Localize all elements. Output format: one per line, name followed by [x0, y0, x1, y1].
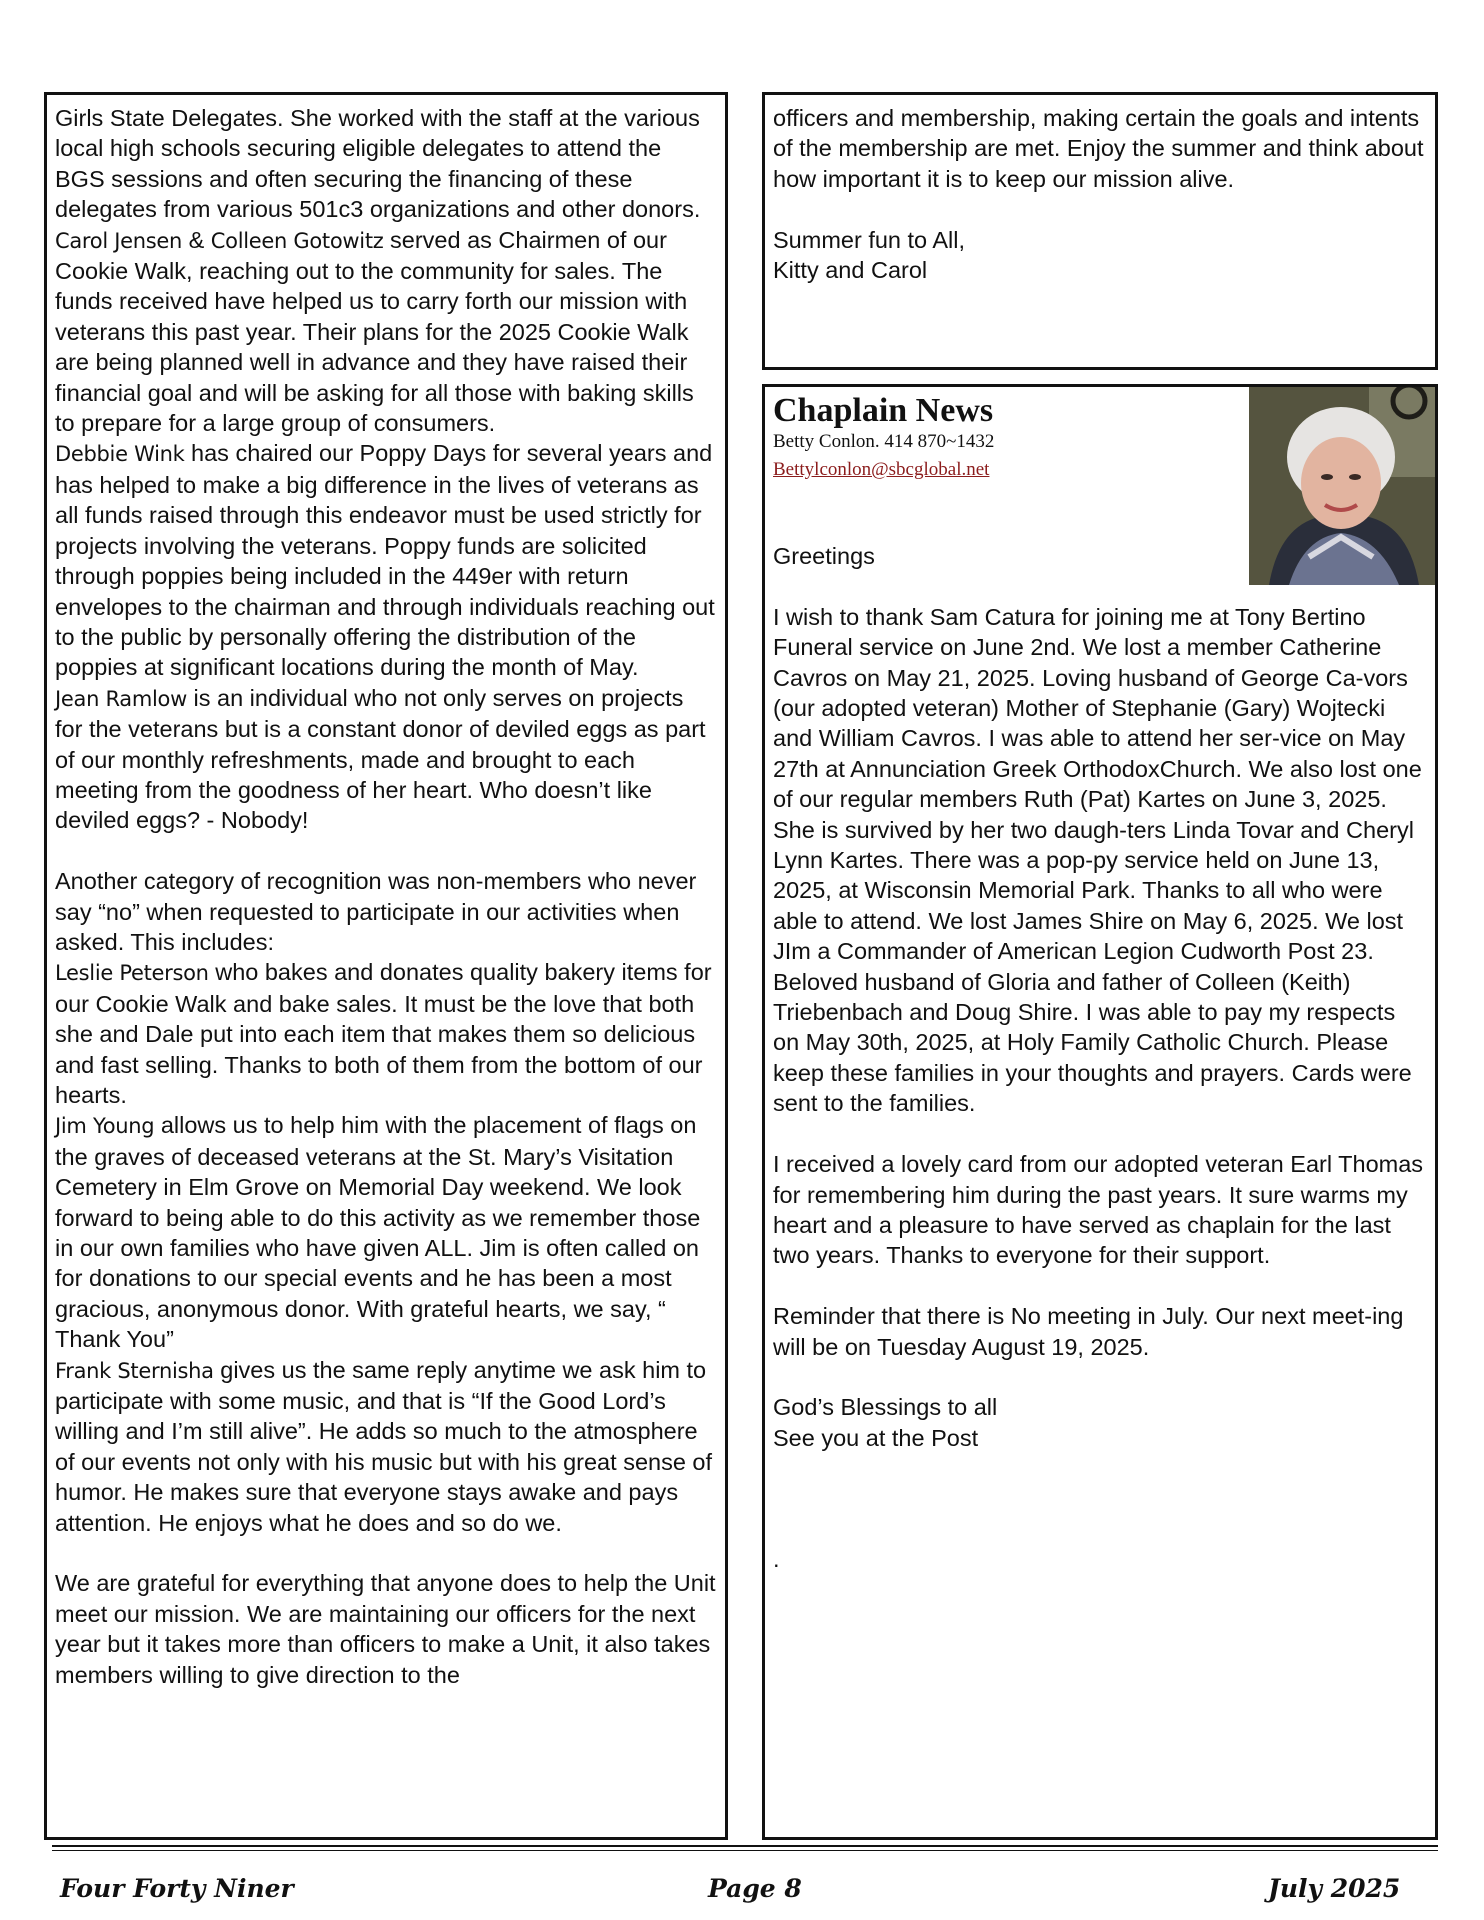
- debbie-wink-name: Debbie Wink: [55, 442, 185, 467]
- footer-page-number: Page 8: [708, 1874, 802, 1903]
- spacer: [55, 836, 717, 866]
- another-category-paragraph: Another category of recognition was non-members who never say “no” when requested to participate in our activities when asked. This includes:: [55, 868, 697, 955]
- frank-paragraph: [55, 1355, 717, 1538]
- left-column-box: [44, 92, 728, 1840]
- portrait-illustration: [1249, 387, 1435, 585]
- footer-issue-date: July 2025: [1268, 1874, 1401, 1903]
- spacer: [773, 1453, 1427, 1483]
- jean-ramlow-name: Jean Ramlow: [55, 686, 187, 711]
- leslie-paragraph: [55, 957, 717, 1110]
- intro-paragraph: Girls State Delegates. She worked with the staff at the various local high schools securing eligible delegates to attend the BGS sessions and often securing the financing of these delegates from various 501c3 organizations and other donors.: [55, 105, 701, 223]
- spacer: [773, 1271, 1427, 1301]
- footer-rule: [52, 1845, 1438, 1847]
- carol-colleen-text: served as Chairmen of our Cookie Walk, reaching out to the community for sales. The funds received have helped us to carry forth our mission with veterans this past year. Their plans for the 2025 Cookie Walk are being planned well in advance and they have raised their financial goal and will be asking for all those with baking skills to prepare for a large group of consumers.: [55, 226, 694, 437]
- chaplain-paragraph-3: Reminder that there is No meeting in July. Our next meet-ing will be on Tuesday August 19, 2025.: [773, 1303, 1404, 1360]
- footer-newsletter-name: Four Forty Niner: [60, 1874, 294, 1903]
- chaplain-news-title: Chaplain News: [773, 392, 994, 429]
- right-top-box: [762, 92, 1438, 370]
- greeting: Greetings: [773, 543, 875, 569]
- jean-text: is an individual who not only serves on projects for the veterans but is a constant donor of deviled eggs as part of our monthly refreshments, made and brought to each meeting from the goodness of her heart. Who doesn’t like deviled eggs? - Nobody!: [55, 684, 706, 834]
- chaplain-portrait-photo: [1249, 387, 1435, 585]
- spacer: [773, 1484, 1427, 1514]
- chaplain-paragraph-1: I wish to thank Sam Catura for joining me at Tony Bertino Funeral service on June 2nd. We lost a member Catherine Cavros on May 21, 2025. Loving husband of George Ca-vors (our adopted veteran) Mother of Stephanie (Gary) Wojtecki and William Cavros. I was able to attend her ser-vice on May 27th at Annunciation Greek OrthodoxChurch. We also lost one of our regular members Ruth (Pat) Kartes on June 3, 2025. She is survived by her two daugh-ters Linda Tovar and Cheryl Lynn Kartes. There was a pop-py service held on June 13, 2025, at Wisconsin Memorial Park. Thanks to all who were able to attend. We lost James Shire on May 6, 2025. We lost JIm a Commander of American Legion Cudworth Post 23. Beloved husband of Gloria and father of Colleen (Keith) Triebenbach and Doug Shire. I was able to pay my respects on May 30th, 2025, at Holy Family Catholic Church. Please keep these families in your thoughts and prayers. Cards were sent to the families.: [773, 603, 1422, 1117]
- chaplain-contact: Betty Conlon. 414 870~1432: [773, 431, 995, 452]
- ampersand: &: [182, 226, 211, 253]
- carol-jensen-name: Carol Jensen: [55, 228, 183, 253]
- spacer: [773, 1362, 1427, 1392]
- blessing-line: God’s Blessings to all: [773, 1394, 998, 1421]
- grateful-paragraph: We are grateful for everything that anyone does to help the Unit meet our mission. We are maintaining our officers for the next year but it takes more than officers to make a Unit, it also takes members willing to give direction to the: [55, 1570, 716, 1688]
- chaplain-news-box: [762, 384, 1438, 1840]
- chaplain-email-link[interactable]: Bettylconlon@sbcglobal.net: [773, 459, 990, 480]
- colleen-gotowitz-name: Colleen Gotowitz: [210, 228, 384, 253]
- chaplain-paragraph-2: I received a lovely card from our adopted veteran Earl Thomas for remembering him during the past years. It sure warms my heart and a pleasure to have served as chaplain for the last two years. Thanks to everyone for their support.: [773, 1151, 1424, 1269]
- jim-paragraph: [55, 1110, 717, 1354]
- spacer: [773, 1514, 1427, 1544]
- closing-line: Summer fun to All,: [773, 226, 965, 253]
- carol-colleen-paragraph: [55, 225, 717, 439]
- trailing-dot: .: [773, 1546, 780, 1573]
- frank-text: gives us the same reply anytime we ask him to participate with some music, and that is “If the Good Lord’s willing and I’m still alive”. He adds so much to the atmosphere of our events not only with his music but with his great sense of humor. He makes sure that everyone stays awake and pays attention. He enjoys what he does and so do we.: [55, 1356, 713, 1536]
- spacer: [55, 1538, 717, 1568]
- signature-line: Kitty and Carol: [773, 257, 928, 284]
- chaplain-header: [773, 391, 1427, 541]
- leslie-text: who bakes and donates quality bakery items for our Cookie Walk and bake sales. It must be the love that both she and Dale put into each item that makes them so delicious and fast selling. Thanks to both of them from the bottom of our hearts.: [55, 959, 712, 1108]
- continued-paragraph: officers and membership, making certain the goals and intents of the membership are met. Enjoy the summer and think about how important it is to keep our mission alive.: [773, 105, 1424, 192]
- spacer: [773, 1119, 1427, 1149]
- jim-young-name: Jim Young: [55, 1114, 155, 1139]
- jean-paragraph: [55, 683, 717, 836]
- debbie-paragraph: [55, 438, 717, 682]
- see-you-line: See you at the Post: [773, 1424, 979, 1451]
- spacer: [773, 194, 1427, 224]
- leslie-peterson-name: Leslie Peterson: [55, 961, 209, 986]
- footer-rule-thin: [52, 1850, 1438, 1851]
- frank-sternisha-name: Frank Sternisha: [55, 1358, 214, 1383]
- jim-text: allows us to help him with the placement of flags on the graves of deceased veterans at the St. Mary’s Visitation Cemetery in Elm Grove on Memorial Day weekend. We look forward to being able to do this activity as we remember those in our own families who have given ALL. Jim is often called on for donations to our special events and he has been a most gracious, anonymous donor. With grateful hearts, we say, “ Thank You”: [55, 1112, 701, 1353]
- debbie-text: has chaired our Poppy Days for several years and has helped to make a big difference in the lives of veterans as all funds raised through this endeavor must be used strictly for projects involving the veterans. Poppy funds are solicited through poppies being included in the 449er with return envelopes to the chairman and through individuals reaching out to the public by personally offering the distribution of the poppies at significant locations during the month of May.: [55, 440, 715, 681]
